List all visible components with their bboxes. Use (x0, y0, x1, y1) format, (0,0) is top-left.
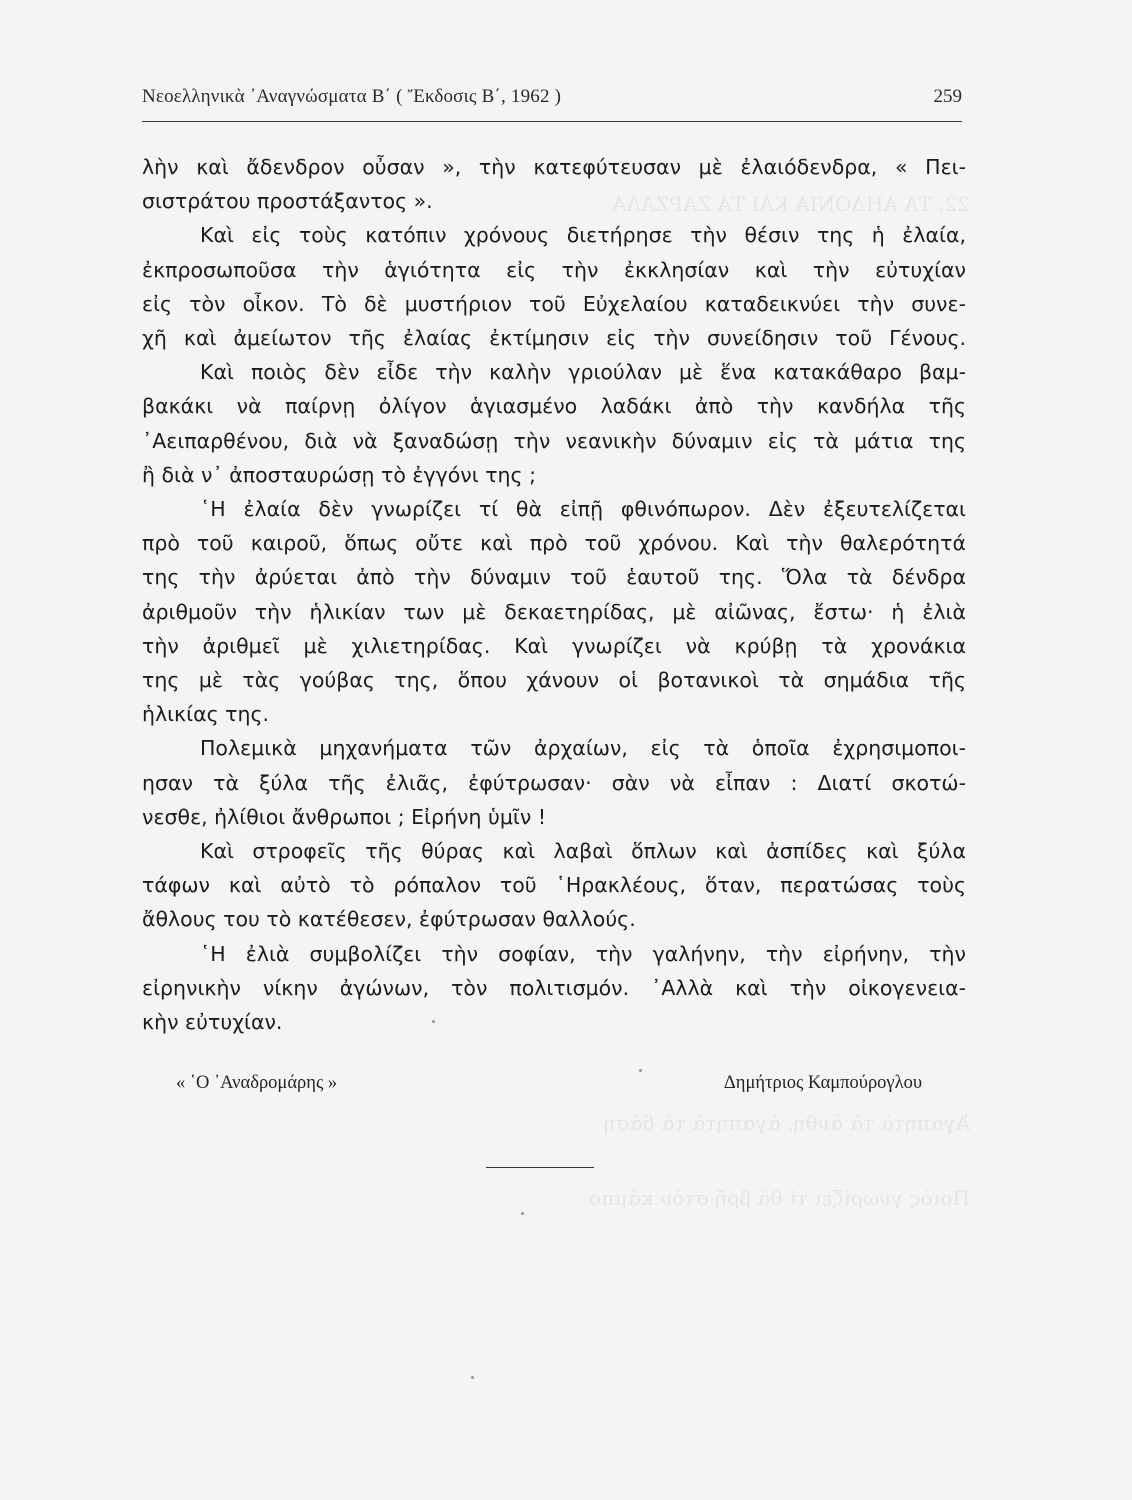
text-line: ῾Η ἐλαία δὲν γνωρίζει τί θὰ εἰπῇ φθινόπωρον. Δὲν ἐξευτελίζεται (200, 497, 966, 522)
text-line: ἐκπροσωποῦσα τὴν ἁγιότητα εἰς τὴν ἐκκλησίαν καὶ τὴν εὐτυχίαν (142, 257, 966, 282)
text-line: ἄθλους του τὸ κατέθεσεν, ἐφύτρωσαν θαλλούς. (142, 907, 636, 932)
text-line: τὴν ἀριθμεῖ μὲ χιλιετηρίδας. Καὶ γνωρίζει νὰ κρύβῃ τὰ χρονάκια (142, 633, 966, 658)
text-line: Καὶ στροφεῖς τῆς θύρας καὶ λαβαὶ ὅπλων καὶ ἀσπίδες καὶ ξύλα (200, 839, 966, 864)
body-text (142, 150, 966, 1039)
text-line: εἰς τὸν οἶκον. Τὸ δὲ μυστήριον τοῦ Εὐχελαίου καταδεικνύει τὴν συνε- (142, 291, 966, 316)
end-rule (486, 1167, 594, 1168)
text-line: της μὲ τὰς γούβας της, ὅπου χάνουν οἱ βοτανικοὶ τὰ σημάδια τῆς (142, 668, 966, 693)
text-line: κὴν εὐτυχίαν. (142, 1010, 283, 1035)
paper-speck (432, 1020, 435, 1023)
source-title: « ῾Ο ᾿Αναδρομάρης » (176, 1073, 338, 1093)
text-line: εἰρηνικὴν νίκην ἀγώνων, τὸν πολιτισμόν. ᾿Αλλὰ καὶ τὴν οἰκογενεια- (142, 975, 966, 1000)
bleed-through-text: Ποιὸς γνωρίζει τί θὰ βρῆ στὸν κάμπο (589, 1186, 970, 1210)
text-line: λὴν καὶ ἄδενδρον οὖσαν », τὴν κατεφύτευσαν μὲ ἐλαιόδενδρα, « Πει- (142, 155, 966, 179)
text-line: ησαν τὰ ξύλα τῆς ἐλιᾶς, ἐφύτρωσαν· σὰν νὰ εἶπαν : Διατί σκοτώ- (142, 770, 966, 795)
running-header-title: Νεοελληνικὰ ᾿Αναγνώσματα Β΄ ( Ἔκδοσις Β΄, 1962 ) (142, 86, 562, 107)
paper-speck (471, 1376, 474, 1379)
running-header (142, 86, 962, 114)
text-line: της τὴν ἀρύεται ἀπὸ τὴν δύναμιν τοῦ ἑαυτοῦ της. Ὅλα τὰ δένδρα (142, 565, 966, 590)
paper-speck (521, 1212, 524, 1215)
text-line: ἢ διὰ ν᾿ ἀποσταυρώσῃ τὸ ἐγγόνι της ; (142, 462, 537, 487)
bleed-through-text: Ἀγαπητὰ τὰ ἄνθη, ἀγαπητὰ τὰ δάση (603, 1111, 970, 1135)
text-line: χῆ καὶ ἀμείωτον τῆς ἐλαίας ἐκτίμησιν εἰς τὴν συνείδησιν τοῦ Γένους. (142, 326, 966, 351)
attribution (142, 1073, 962, 1099)
bleed-through-text: 22. ΤΑ ΑΗΔΟΝΙΑ ΚΑΙ ΤΑ ΖΑΡΖΑΛΑ (611, 192, 970, 216)
text-line: ῾Η ἐλιὰ συμβολίζει τὴν σοφίαν, τὴν γαλήνην, τὴν εἰρήνην, τὴν (200, 941, 966, 966)
text-line: Πολεμικὰ μηχανήματα τῶν ἀρχαίων, εἰς τὰ ὁποῖα ἐχρησιμοποι- (200, 736, 966, 761)
text-line: Καὶ εἰς τοὺς κατόπιν χρόνους διετήρησε τὴν θέσιν της ἡ ἐλαία, (200, 223, 966, 248)
text-line: ἡλικίας της. (142, 702, 270, 727)
text-line: ἀριθμοῦν τὴν ἡλικίαν των μὲ δεκαετηρίδας, μὲ αἰῶνας, ἔστω· ἡ ἐλιὰ (142, 599, 966, 624)
text-line: πρὸ τοῦ καιροῦ, ὅπως οὔτε καὶ πρὸ τοῦ χρόνου. Καὶ τὴν θαλερότητά (142, 531, 966, 556)
text-line: βακάκι νὰ παίρνῃ ὀλίγον ἁγιασμένο λαδάκι ἀπὸ τὴν κανδήλα τῆς (142, 394, 966, 419)
header-rule (142, 121, 962, 122)
page-number: 259 (933, 86, 962, 107)
text-line: νεσθε, ἠλίθιοι ἄνθρωποι ; Εἰρήνη ὑμῖν ! (142, 804, 547, 829)
author-name: Δημήτριος Καμπούρογλου (723, 1073, 922, 1093)
text-line: τάφων καὶ αὐτὸ τὸ ρόπαλον τοῦ ῾Ηρακλέους, ὅταν, περατώσας τοὺς (142, 873, 966, 898)
text-line: Καὶ ποιὸς δὲν εἶδε τὴν καλὴν γριούλαν μὲ ἕνα κατακάθαρο βαμ- (200, 360, 966, 385)
paper-speck (639, 1069, 642, 1072)
text-line: ᾿Αειπαρθένου, διὰ νὰ ξαναδώσῃ τὴν νεανικὴν δύναμιν εἰς τὰ μάτια της (142, 428, 966, 453)
text-line: σιστράτου προστάξαντος ». (142, 189, 433, 214)
